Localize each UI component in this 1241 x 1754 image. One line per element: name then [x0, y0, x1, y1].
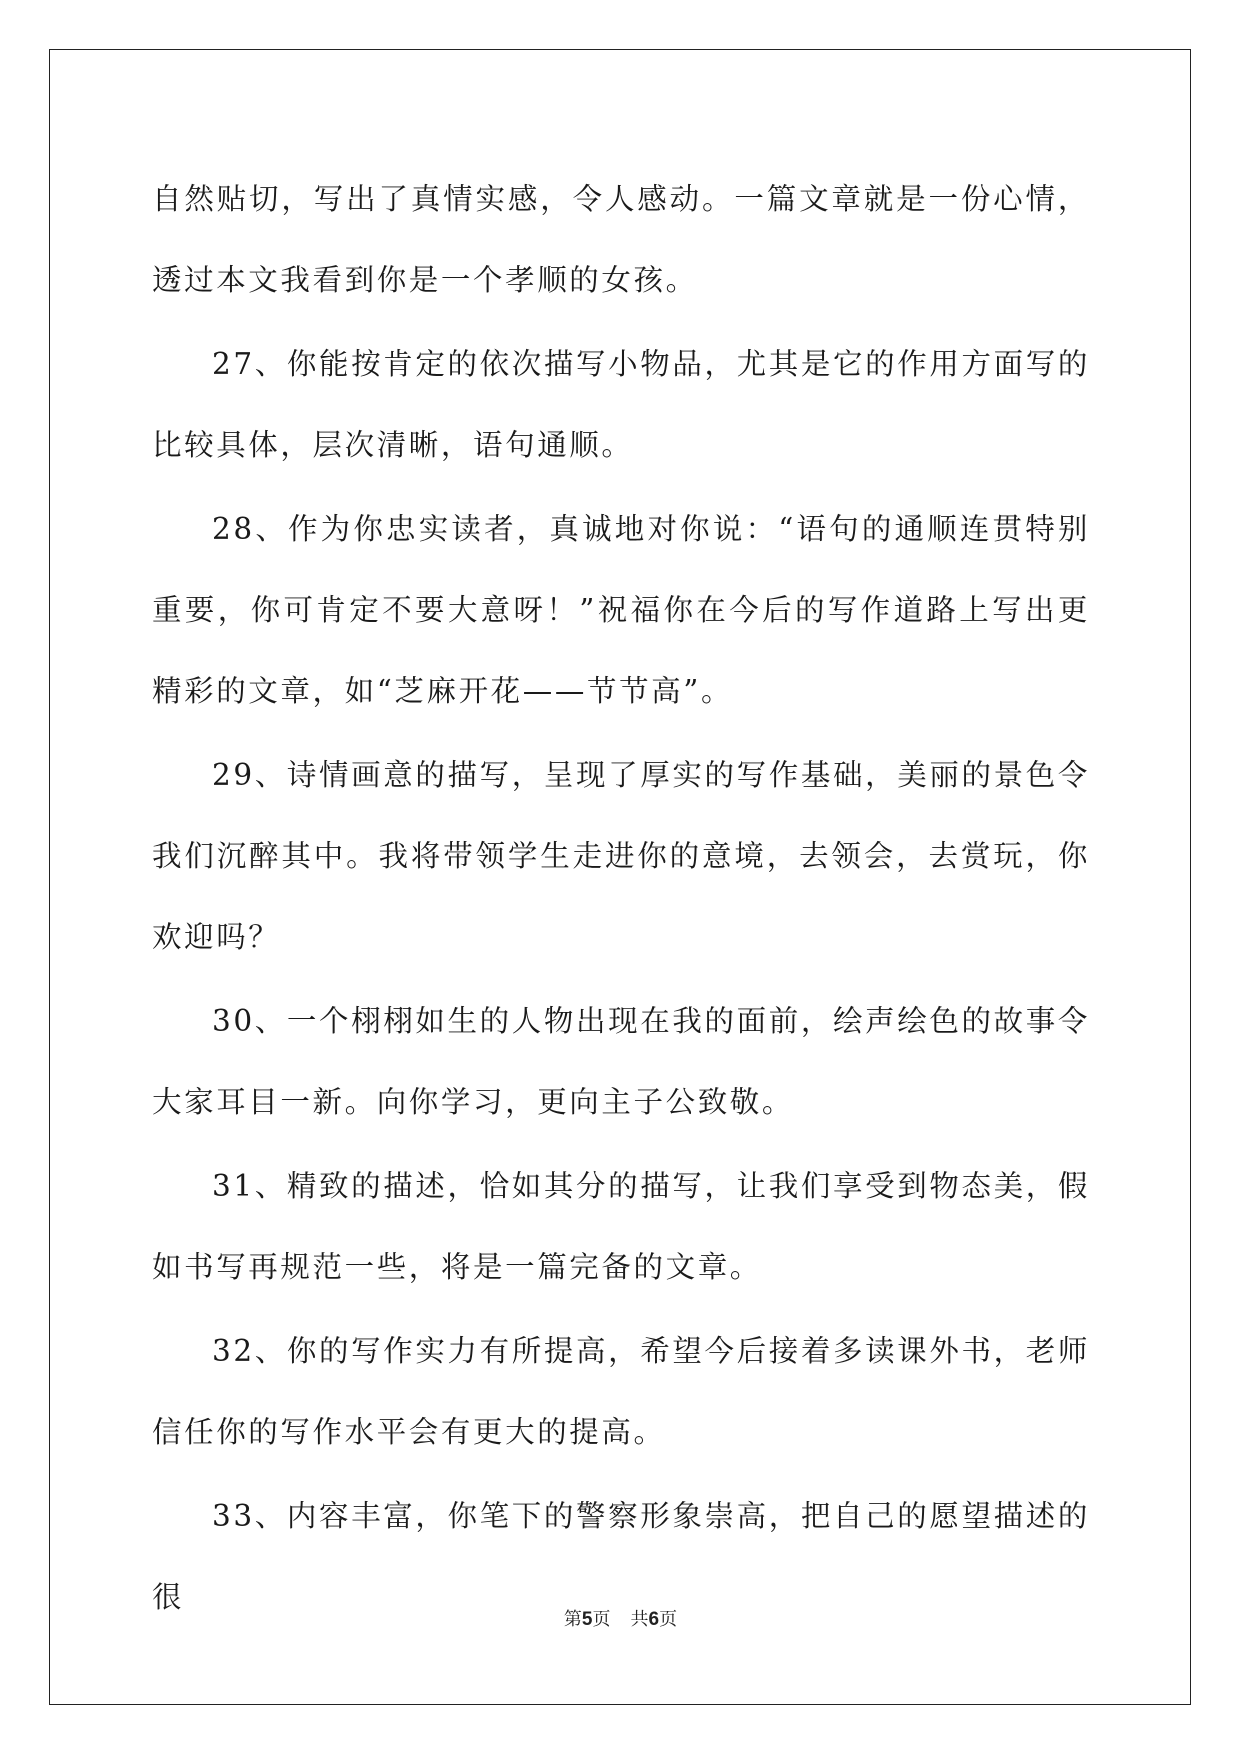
paragraph-27: 27、你能按肯定的依次描写小物品，尤其是它的作用方面写的比较具体，层次清晰，语句通顺。	[152, 347, 1090, 462]
page-footer	[0, 1608, 1241, 1632]
page-suffix: 页	[592, 1609, 611, 1630]
total-prefix: 共	[630, 1609, 649, 1630]
paragraph-29: 29、诗情画意的描写，呈现了厚实的写作基础，美丽的景色令我们沉醉其中。我将带领学生走进你的意境，去领会，去赏玩，你欢迎吗？	[152, 758, 1090, 954]
page-total: 6	[648, 1609, 660, 1630]
paragraph-30: 30、一个栩栩如生的人物出现在我的面前，绘声绘色的故事令大家耳目一新。向你学习，更向主子公致敬。	[152, 1004, 1090, 1119]
paragraph-33: 33、内容丰富，你笔下的警察形象崇高，把自己的愿望描述的很	[152, 1499, 1090, 1614]
paragraph-continued: 自然贴切，写出了真情实感，令人感动。一篇文章就是一份心情，透过本文我看到你是一个孝顺的女孩。	[152, 182, 1090, 297]
paragraph-31: 31、精致的描述，恰如其分的描写，让我们享受到物态美，假如书写再规范一些，将是一篇完备的文章。	[152, 1169, 1090, 1284]
paragraph-28: 28、作为你忠实读者，真诚地对你说：“语句的通顺连贯特别重要，你可肯定不要大意呀！”祝福你在今后的写作道路上写出更精彩的文章，如“芝麻开花——节节高”。	[152, 512, 1090, 708]
page-current: 5	[581, 1609, 593, 1630]
page-prefix: 第	[563, 1609, 582, 1630]
paragraph-32: 32、你的写作实力有所提高，希望今后接着多读课外书，老师信任你的写作水平会有更大的提高。	[152, 1334, 1090, 1449]
total-suffix: 页	[659, 1609, 678, 1630]
document-body	[152, 159, 1090, 1641]
